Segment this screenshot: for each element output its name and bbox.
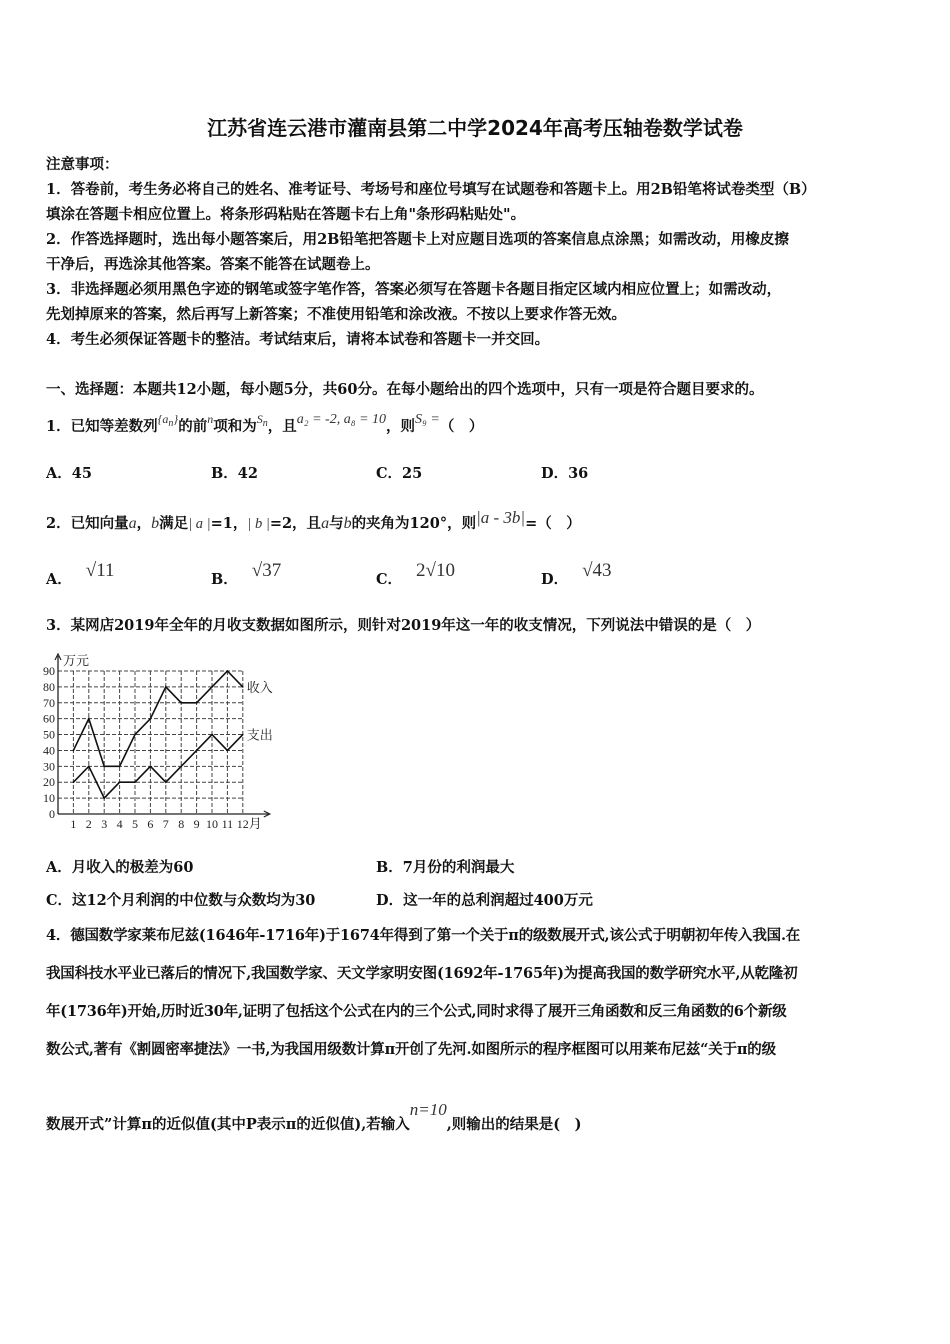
q2-vec-a-2: a [321,515,330,532]
point-收入-9 [196,702,198,704]
q2-expression: |a - 3b| [476,508,526,527]
q1-n: n [207,412,214,426]
q1-text-1: 1．已知等差数列 [46,418,158,435]
q2-vec-a: a [128,515,137,532]
notice-heading: 注意事项： [46,156,119,173]
y-tick-10: 10 [43,791,55,806]
q4-line-1: 4．德国数学家莱布尼兹(1646年-1716年)于1674年得到了第一个关于π的级数展开式,该公式于明朝初年传入我国.在 [46,927,801,944]
x-tick-8: 8 [178,817,185,831]
question-3: 3．某网店2019年全年的月收支数据如图所示，则针对2019年这一年的收支情况，下列说法中错误的是（ ） [46,617,761,634]
q2-text-4: =2，且 [269,515,322,532]
income-expense-chart [40,650,300,835]
point-支出-2 [88,766,90,768]
notice-line-1b: 填涂在答题卡相应位置上。将条形码粘贴在答题卡右上角"条形码粘贴处"。 [46,206,526,223]
q1-text-3: 项和为 [213,418,257,435]
point-支出-10 [211,734,213,736]
point-收入-3 [103,766,105,768]
x-tick-4: 4 [116,817,123,831]
q1-S: Sn [256,412,268,429]
x-tick-10: 10 [206,817,218,831]
q2-option-b[interactable]: B． √37 [211,560,282,588]
q3-option-b[interactable]: B．7月份的利润最大 [376,859,515,876]
y-tick-0: 0 [49,807,55,821]
q2-vec-b-2: b [343,515,352,532]
point-收入-8 [180,702,182,704]
point-支出-9 [196,750,198,752]
y-tick-60: 60 [43,711,55,726]
x-tick-1: 1 [70,817,77,831]
y-tick-20: 20 [43,775,55,790]
q1-condition: a₂ = -2, a₈ = 10 [296,412,387,427]
notice-line-3a: 3．非选择题必须用黑色字迹的钢笔或签字笔作答，答案必须写在答题卡各题目指定区域内相应位置上；如需改动， [46,281,782,298]
q3-option-d[interactable]: D．这一年的总利润超过400万元 [376,892,593,909]
point-收入-5 [134,734,136,736]
q1-text-2: 的前 [178,418,208,435]
q2-option-a-value: √11 [85,560,115,581]
point-支出-3 [103,797,105,799]
q2-text-1: 2．已知向量 [46,515,129,532]
notice-line-2a: 2．作答选择题时，选出每小题答案后，用2B铅笔把答题卡上对应题目选项的答案信息点涂黑；如需改动，用橡皮擦 [46,231,789,248]
page-title: 江苏省连云港市灌南县第二中学2024年高考压轴卷数学试卷 [207,116,743,140]
point-支出-1 [73,781,75,783]
y-tick-40: 40 [43,743,55,758]
x-tick-6: 6 [147,817,154,831]
point-收入-7 [165,686,167,688]
q1-text-5: ，则 [386,418,416,435]
q4-line-5 [46,1100,582,1134]
x-tick-12: 12 [236,817,249,831]
point-收入-2 [88,718,90,720]
notice-line-1a: 1．答卷前，考生务必将自己的姓名、准考证号、考场号和座位号填写在试题卷和答题卡上。用2B铅笔将试卷类型（B） [46,181,816,198]
y-tick-70: 70 [43,695,55,710]
q4-line-5a: 数展开式”计算π的近似值(其中P表示π的近似值),若输入 [46,1116,410,1133]
section-heading: 一、选择题：本题共12小题，每小题5分，共60分。在每小题给出的四个选项中，只有一项是符合题目要求的。 [46,381,764,398]
point-支出-6 [150,766,152,768]
q2-option-c-value: 2√10 [416,560,455,581]
legend-收入: 收入 [246,679,273,695]
q2-text-3: =1， [210,515,248,532]
chart-grid [58,671,243,814]
q2-text-7: =（ ） [525,515,581,532]
q2-text-6: 的夹角为120°，则 [351,515,477,532]
q1-seq: {an} [157,412,179,429]
q2-option-d-value: √43 [582,560,612,581]
q3-option-a[interactable]: A．月收入的极差为60 [46,859,194,876]
point-支出-5 [134,781,136,783]
y-tick-50: 50 [43,727,55,742]
x-axis-label: 月 [248,816,262,831]
q4-line-2: 我国科技水平业已落后的情况下,我国数学家、天文学家明安图(1692年-1765年)为提高我国的数学研究水平,从乾隆初 [46,965,798,982]
q2-option-a[interactable]: A． √11 [46,560,115,588]
chart-axes [55,654,270,817]
question-2 [46,508,581,533]
q4-line-3: 年(1736年)开始,历时近30年,证明了包括这个公式在内的三个公式,同时求得了展开三角函数和反三角函数的6个新级 [46,1003,787,1020]
point-支出-11 [227,750,229,752]
chart-labels [63,653,273,831]
q2-option-b-value: √37 [251,560,282,581]
q4-line-4: 数公式,著有《割圆密率捷法》一书,为我国用级数计算π开创了先河.如图所示的程序框图可以用莱布尼兹“关于π的级 [46,1041,776,1058]
x-tick-3: 3 [101,817,108,831]
q1-option-c[interactable]: C．25 [376,465,423,482]
y-tick-30: 30 [43,759,55,774]
point-收入-11 [227,670,229,672]
x-tick-11: 11 [221,817,234,831]
q2-vec-b: b [151,515,160,532]
y-tick-90: 90 [43,664,55,678]
point-支出-8 [180,766,182,768]
x-tick-5: 5 [132,817,138,831]
x-tick-2: 2 [85,817,92,831]
q1-text-6: （ ） [439,418,484,435]
q2-option-c[interactable]: C． 2√10 [376,560,455,588]
q2-norm-b: | b | [247,516,270,532]
point-收入-1 [73,750,75,752]
q1-option-a[interactable]: A．45 [46,465,92,482]
point-收入-4 [119,766,121,768]
notice-line-3b: 先划掉原来的答案，然后再写上新答案；不准使用铅笔和涂改液。不按以上要求作答无效。 [46,306,626,323]
q2-text-2: 满足 [159,515,189,532]
q4-n-input: n=10 [409,1100,447,1119]
y-axis-label: 万元 [63,653,90,668]
question-1 [46,412,483,436]
point-收入-12 [242,686,244,688]
x-tick-9: 9 [193,817,200,831]
q4-line-5b: ,则输出的结果是( ) [446,1116,582,1133]
q2-text-5: 与 [329,515,344,532]
q1-option-d[interactable]: D．36 [541,465,589,482]
point-收入-6 [150,718,152,720]
q2-comma: ， [136,515,152,532]
q2-option-d[interactable]: D． √43 [541,560,612,588]
q3-option-c[interactable]: C．这12个月利润的中位数与众数均为30 [46,892,316,909]
legend-支出: 支出 [246,727,273,743]
y-tick-80: 80 [43,679,55,694]
point-支出-12 [242,734,244,736]
point-收入-10 [211,686,213,688]
q1-S9: S₉ = [415,412,440,427]
point-支出-4 [119,781,121,783]
point-支出-7 [165,781,167,783]
notice-line-2b: 干净后，再选涂其他答案。答案不能答在试题卷上。 [46,256,380,273]
q1-option-b[interactable]: B．42 [211,465,258,482]
notice-line-4: 4．考生必须保证答题卡的整洁。考试结束后，请将本试卷和答题卡一并交回。 [46,331,550,348]
x-tick-7: 7 [162,817,169,831]
q1-text-4: ，且 [267,418,297,435]
q2-norm-a: | a | [188,516,211,532]
